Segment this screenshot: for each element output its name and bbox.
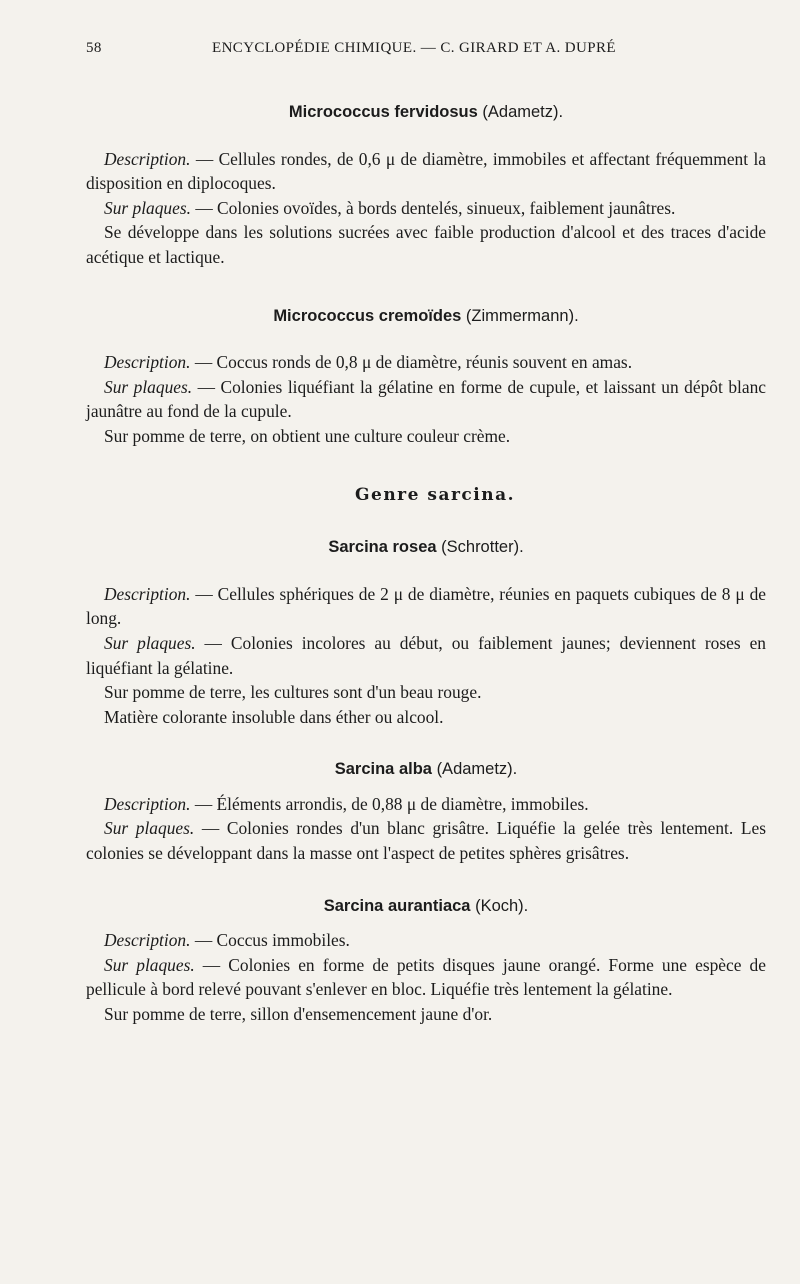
description-paragraph xyxy=(86,147,766,196)
species-name: Micrococcus cremoïdes xyxy=(273,306,462,325)
description-label: Description. xyxy=(104,352,191,373)
plates-label: Sur plaques. xyxy=(104,818,195,839)
description-label: Description. xyxy=(104,148,191,169)
body-paragraph: Sur pomme de terre, on obtient une culture couleur crème. xyxy=(104,425,511,446)
plates-text: — Colonies rondes d'un blanc grisâtre. Liquéfie la gelée très lentement. Les colonies se développant dans la masse ont l'aspect de petites sphères grisâtres. xyxy=(86,818,766,864)
plates-label: Sur plaques. xyxy=(104,632,196,653)
plates-paragraph xyxy=(86,196,766,221)
plates-paragraph xyxy=(86,816,766,865)
page-number: 58 xyxy=(86,40,102,56)
description-text: — Coccus immobiles. xyxy=(190,930,350,951)
plates-text: — Colonies incolores au début, ou faiblement jaunes; deviennent roses en liquéfiant la gélatine. xyxy=(86,632,766,678)
body-paragraph: Se développe dans les solutions sucrées avec faible production d'alcool et des traces d'acide acétique et lactique. xyxy=(86,222,766,267)
description-paragraph xyxy=(86,582,766,631)
description-label: Description. xyxy=(104,583,191,604)
description-text: — Cellules rondes, de 0,6 μ de diamètre, immobiles et affectant fréquemment la disposition en diplocoques. xyxy=(86,148,766,194)
species-heading xyxy=(86,894,766,919)
description-paragraph xyxy=(86,350,766,375)
plates-paragraph xyxy=(86,375,766,424)
plates-paragraph xyxy=(86,953,766,1002)
plates-paragraph xyxy=(86,631,766,680)
species-heading xyxy=(86,757,766,782)
page-body xyxy=(86,100,766,1027)
description-text: — Cellules sphériques de 2 μ de diamètre, réunies en paquets cubiques de 8 μ de long. xyxy=(86,583,766,629)
plates-label: Sur plaques. xyxy=(104,197,191,218)
description-label: Description. xyxy=(104,793,191,814)
description-paragraph xyxy=(86,928,766,953)
description-text: — Éléments arrondis, de 0,88 μ de diamètre, immobiles. xyxy=(190,793,589,814)
species-heading xyxy=(86,535,766,560)
species-author: (Adametz). xyxy=(482,103,564,121)
species-author: (Zimmermann). xyxy=(465,306,579,325)
plates-label: Sur plaques. xyxy=(104,376,193,397)
species-heading xyxy=(86,304,766,329)
plates-text: — Colonies en forme de petits disques jaune orangé. Forme une espèce de pellicule à bord relevé pouvant s'enlever en bloc. Liquéfie très lentement la gélatine. xyxy=(86,954,766,1000)
description-label: Description. xyxy=(104,930,191,951)
description-text: — Coccus ronds de 0,8 μ de diamètre, réunis souvent en amas. xyxy=(190,352,633,373)
body-paragraph: Sur pomme de terre, les cultures sont d'un beau rouge. xyxy=(104,682,482,703)
plates-text: — Colonies liquéfiant la gélatine en forme de cupule, et laissant un dépôt blanc jaunâtre au fond de la cupule. xyxy=(86,376,766,422)
genus-heading: Genre sarcina. xyxy=(354,484,516,505)
species-author: (Schrotter). xyxy=(441,538,524,557)
running-header xyxy=(86,40,760,64)
species-author: (Koch). xyxy=(475,896,529,915)
body-paragraph: Sur pomme de terre, sillon d'ensemencement jaune d'or. xyxy=(104,1004,493,1025)
running-title: ENCYCLOPÉDIE CHIMIQUE. — C. GIRARD ET A. DUPRÉ xyxy=(212,40,616,56)
description-paragraph xyxy=(86,792,766,817)
species-author: (Adametz). xyxy=(436,760,518,779)
body-paragraph: Matière colorante insoluble dans éther ou alcool. xyxy=(104,706,444,727)
species-name: Micrococcus fervidosus xyxy=(288,103,478,121)
species-name: Sarcina rosea xyxy=(328,538,437,557)
plates-text: — Colonies ovoïdes, à bords dentelés, sinueux, faiblement jaunâtres. xyxy=(190,197,676,218)
species-name: Sarcina alba xyxy=(334,760,432,779)
species-heading xyxy=(86,100,766,125)
species-name: Sarcina aurantiaca xyxy=(323,896,471,915)
plates-label: Sur plaques. xyxy=(104,954,195,975)
